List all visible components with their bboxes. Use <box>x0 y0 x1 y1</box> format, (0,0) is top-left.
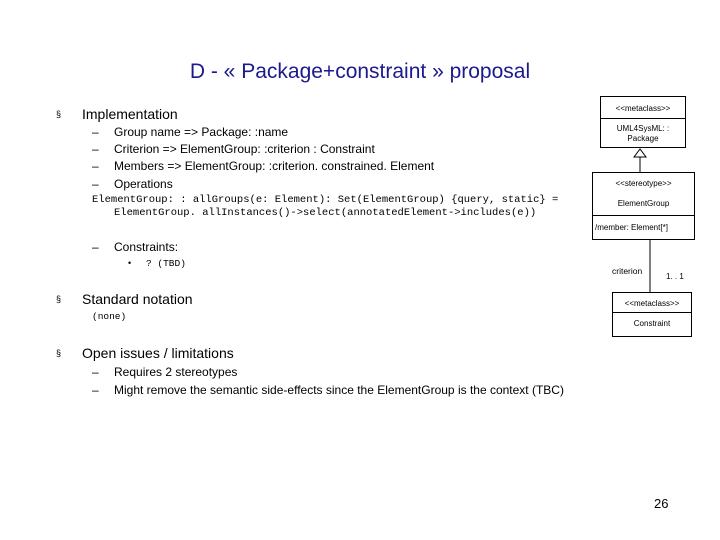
compartment-divider <box>601 118 685 119</box>
class-name: ElementGroup <box>617 199 670 208</box>
stereotype-label: <<stereotype>> <box>615 179 672 188</box>
slide-title: D - « Package+constraint » proposal <box>189 60 531 83</box>
association-multiplicity: 1. . 1 <box>666 272 684 281</box>
uml-class-elementgroup <box>592 172 695 240</box>
ocl-code-line: ElementGroup: : allGroups(e: Element): Set(ElementGroup) {query, static} = <box>92 194 559 206</box>
page-number: 26 <box>654 496 669 511</box>
dash-glyph: – <box>92 383 99 397</box>
implementation-item: Criterion => ElementGroup: :criterion : Constraint <box>114 142 375 156</box>
constraints-label: Constraints: <box>114 240 179 254</box>
class-attribute: /member: Element[*] <box>595 223 668 232</box>
association-line <box>640 240 660 292</box>
implementation-item: Members => ElementGroup: :criterion. constrained. Element <box>114 159 435 173</box>
generalization-arrow <box>630 148 650 172</box>
class-name: Package <box>627 134 659 143</box>
constraints-value: ? (TBD) <box>146 258 186 269</box>
uml-class-constraint <box>612 292 692 337</box>
stereotype-label: <<metaclass>> <box>624 299 680 308</box>
open-issue-item: Might remove the semantic side-effects since the ElementGroup is the context (TBC) <box>114 383 564 397</box>
implementation-heading: Implementation <box>82 106 178 122</box>
implementation-item: Operations <box>114 177 173 191</box>
bullet-glyph: § <box>56 109 62 119</box>
class-name: UML4SysML: : <box>616 124 670 133</box>
standard-notation-heading: Standard notation <box>82 291 193 307</box>
dash-glyph: – <box>92 365 99 379</box>
compartment-divider <box>593 215 694 216</box>
dash-glyph: – <box>92 177 99 191</box>
association-role: criterion <box>612 266 643 276</box>
sub-bullet-glyph: • <box>128 258 132 268</box>
uml-class-package <box>600 96 686 148</box>
standard-notation-value: (none) <box>92 311 127 322</box>
bullet-glyph: § <box>56 348 62 358</box>
dash-glyph: – <box>92 125 99 139</box>
compartment-divider <box>613 312 691 313</box>
implementation-item: Group name => Package: :name <box>114 125 289 139</box>
open-issue-item: Requires 2 stereotypes <box>114 365 238 379</box>
ocl-code-line: ElementGroup. allInstances()->select(annotatedElement->includes(e)) <box>114 207 537 219</box>
stereotype-label: <<metaclass>> <box>615 104 671 113</box>
dash-glyph: – <box>92 142 99 156</box>
open-issues-heading: Open issues / limitations <box>82 345 234 361</box>
class-name: Constraint <box>633 319 671 328</box>
bullet-glyph: § <box>56 294 62 304</box>
dash-glyph: – <box>92 240 99 254</box>
dash-glyph: – <box>92 159 99 173</box>
